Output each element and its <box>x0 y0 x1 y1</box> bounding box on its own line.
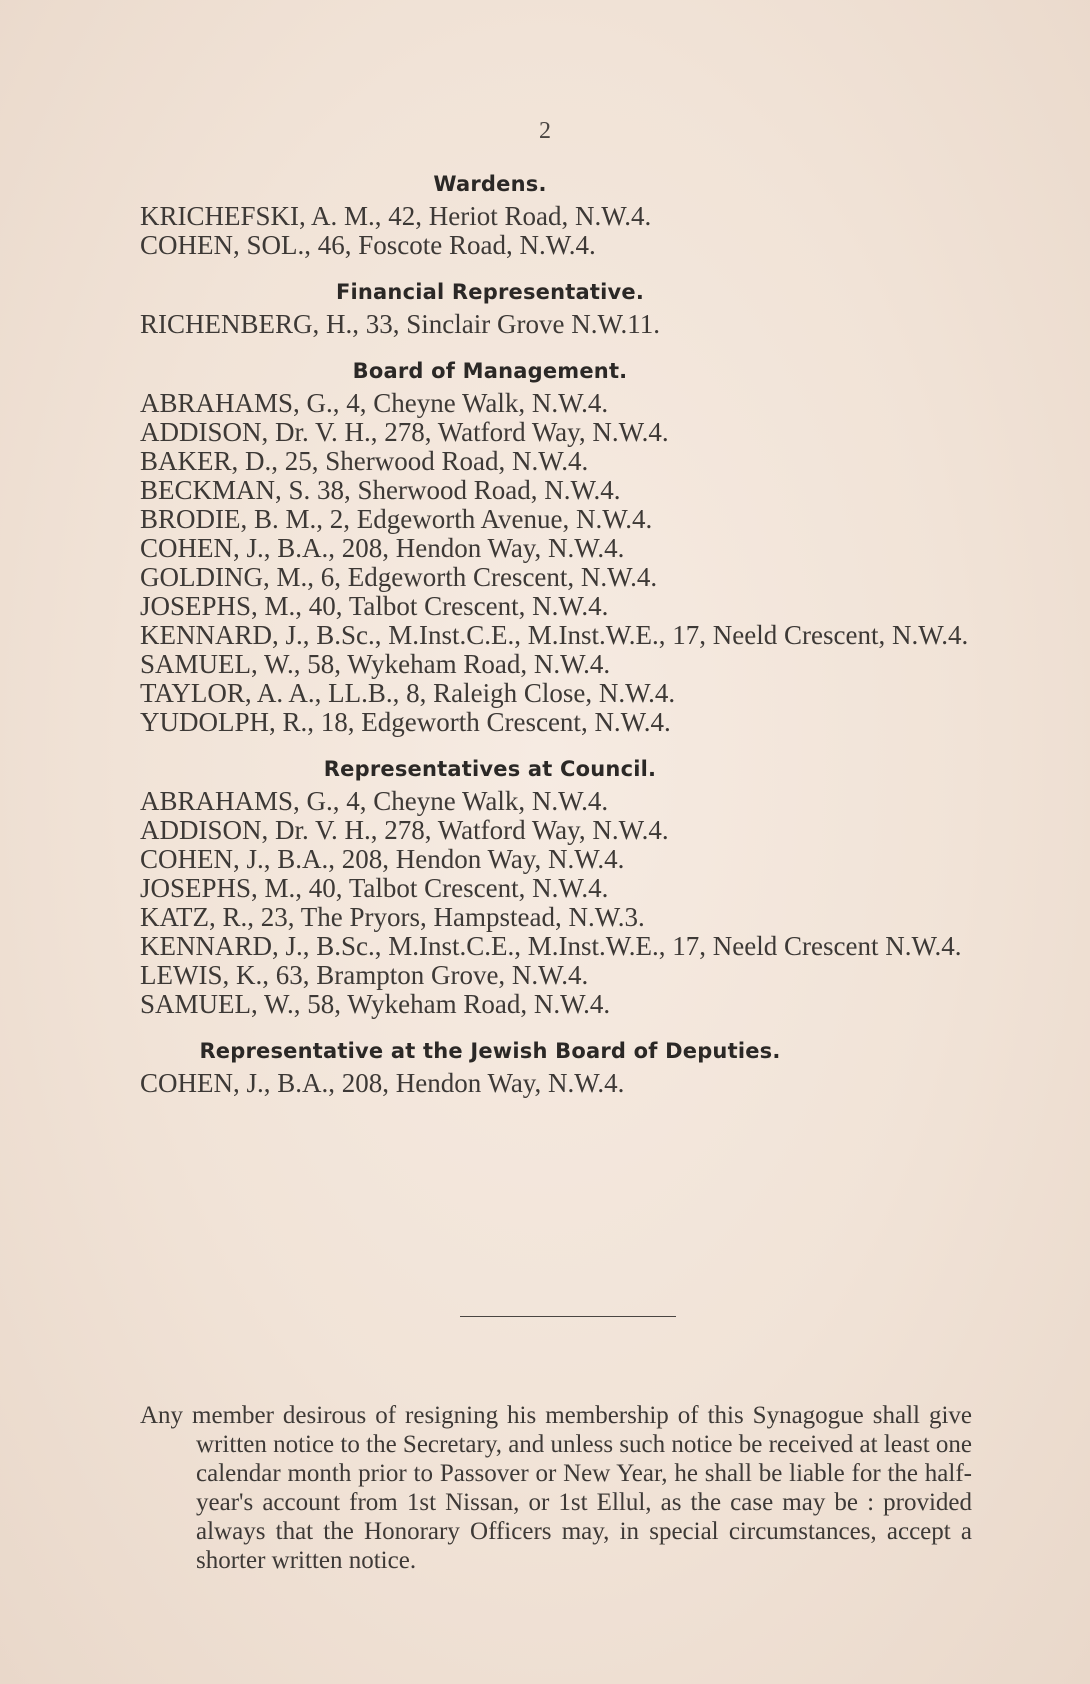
list-item: BECKMAN, S. 38, Sherwood Road, N.W.4. <box>140 475 621 505</box>
list-item: ABRAHAMS, G., 4, Cheyne Walk, N.W.4. <box>140 786 609 816</box>
entry-list <box>140 1069 980 1098</box>
entry-list <box>140 310 980 339</box>
list-item: BAKER, D., 25, Sherwood Road, N.W.4. <box>140 446 589 476</box>
list-item: RICHENBERG, H., 33, Sinclair Grove N.W.11. <box>140 309 660 339</box>
list-item: KENNARD, J., B.Sc., M.Inst.C.E., M.Inst.W.E., 17, Neeld Crescent, N.W.4. <box>140 620 969 650</box>
list-item: JOSEPHS, M., 40, Talbot Crescent, N.W.4. <box>140 873 609 903</box>
section-board-of-management <box>140 359 980 737</box>
list-item: JOSEPHS, M., 40, Talbot Crescent, N.W.4. <box>140 591 609 621</box>
list-item: TAYLOR, A. A., LL.B., 8, Raleigh Close, N.W.4. <box>140 678 676 708</box>
officers-list <box>140 172 980 1118</box>
section-representatives-at-council <box>140 757 980 1019</box>
section-wardens <box>140 172 980 260</box>
list-item: COHEN, J., B.A., 208, Hendon Way, N.W.4. <box>140 1068 625 1098</box>
list-item: KENNARD, J., B.Sc., M.Inst.C.E., M.Inst.W.E., 17, Neeld Crescent N.W.4. <box>140 931 962 961</box>
list-item: ADDISON, Dr. V. H., 278, Watford Way, N.W.4. <box>140 815 669 845</box>
page-number: 2 <box>539 118 551 144</box>
list-item: YUDOLPH, R., 18, Edgeworth Crescent, N.W.4. <box>140 707 671 737</box>
section-heading: Board of Management. <box>352 359 628 383</box>
section-heading: Representative at the Jewish Board of Deputies. <box>199 1039 781 1063</box>
list-item: ABRAHAMS, G., 4, Cheyne Walk, N.W.4. <box>140 388 609 418</box>
divider-rule <box>460 1316 676 1317</box>
section-heading: Wardens. <box>433 172 547 196</box>
list-item: KATZ, R., 23, The Pryors, Hampstead, N.W.3. <box>140 902 645 932</box>
list-item: COHEN, J., B.A., 208, Hendon Way, N.W.4. <box>140 533 625 563</box>
section-board-of-deputies <box>140 1039 980 1098</box>
section-financial-representative <box>140 280 980 339</box>
section-heading: Representatives at Council. <box>323 757 657 781</box>
entry-list <box>140 202 980 260</box>
list-item: COHEN, J., B.A., 208, Hendon Way, N.W.4. <box>140 844 625 874</box>
list-item: ADDISON, Dr. V. H., 278, Watford Way, N.W.4. <box>140 417 669 447</box>
list-item: SAMUEL, W., 58, Wykeham Road, N.W.4. <box>140 989 611 1019</box>
list-item: GOLDING, M., 6, Edgeworth Crescent, N.W.4. <box>140 562 658 592</box>
list-item: BRODIE, B. M., 2, Edgeworth Avenue, N.W.4. <box>140 504 653 534</box>
section-heading: Financial Representative. <box>335 280 645 304</box>
list-item: KRICHEFSKI, A. M., 42, Heriot Road, N.W.4. <box>140 201 652 231</box>
list-item: SAMUEL, W., 58, Wykeham Road, N.W.4. <box>140 649 611 679</box>
list-item: COHEN, SOL., 46, Foscote Road, N.W.4. <box>140 230 596 260</box>
entry-list <box>140 389 980 737</box>
list-item: LEWIS, K., 63, Brampton Grove, N.W.4. <box>140 960 589 990</box>
entry-list <box>140 787 980 1019</box>
resignation-notice: Any member desirous of resigning his membership of this Synagogue shall give written notice to the Secretary, and unless such notice be received at least one calendar month prior to Passover or New Year, he shall be liable for the half-year's account from 1st Nissan, or 1st Ellul, as the case may be : provided always that the Honorary Officers may, in special circumstances, accept a shorter written notice. <box>140 1402 972 1574</box>
